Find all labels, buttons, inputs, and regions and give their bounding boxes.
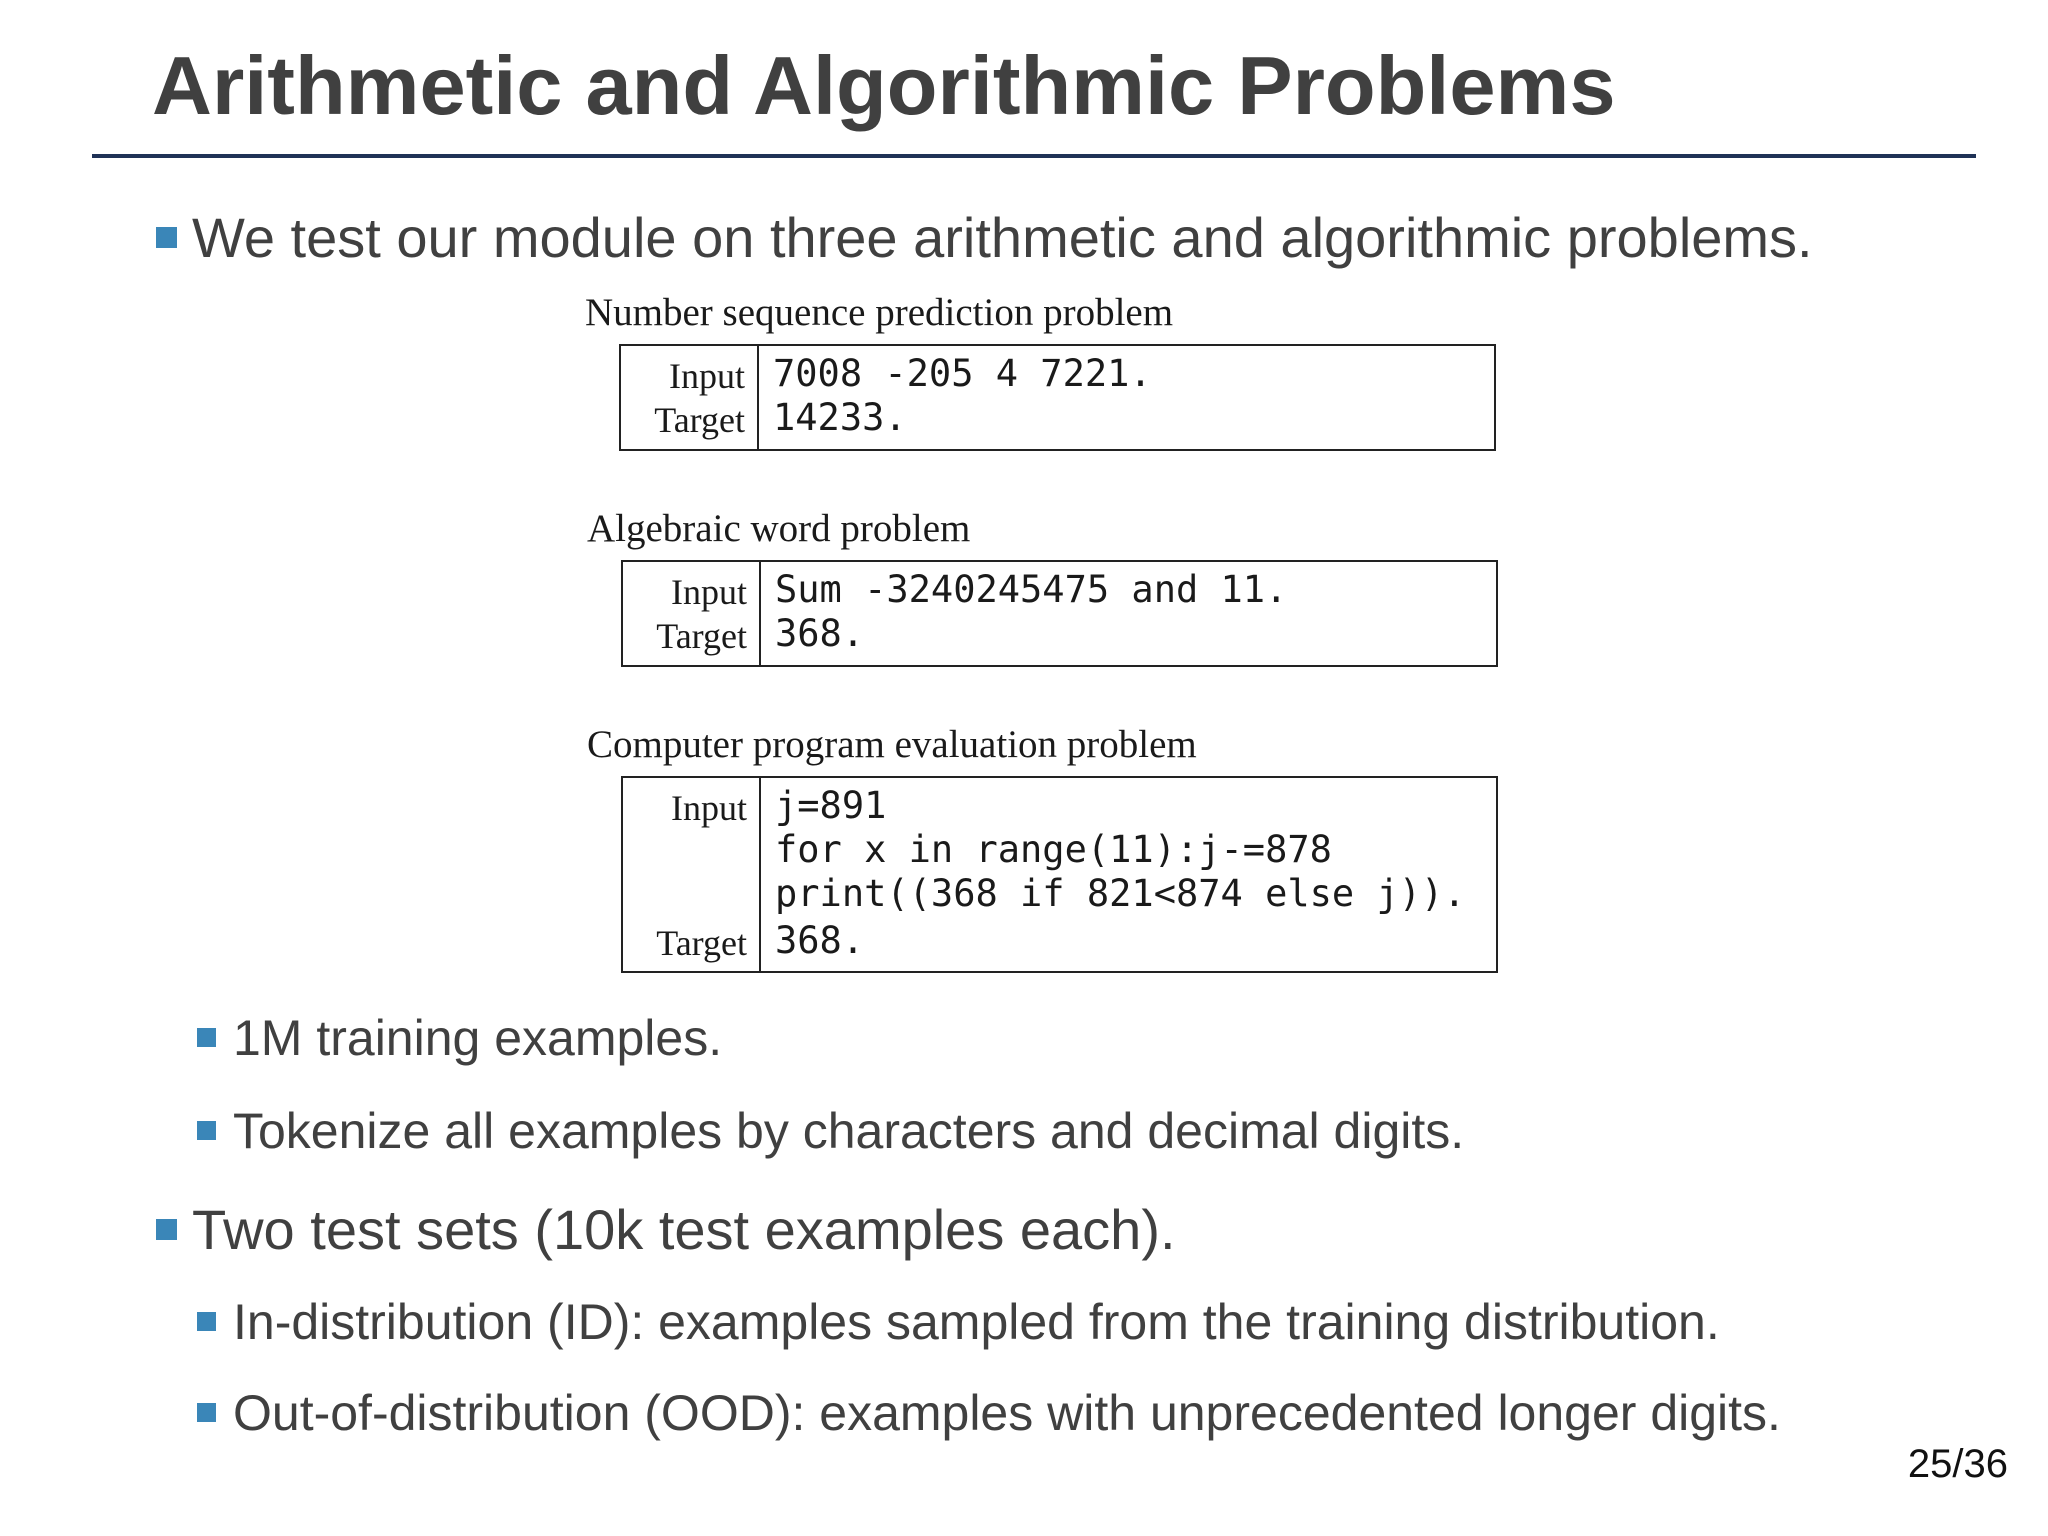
- bullet-text: 1M training examples.: [233, 1010, 723, 1066]
- code-line: j=891: [775, 784, 887, 827]
- label-column: [623, 778, 761, 971]
- bullet-text: In-distribution (ID): examples sampled from the training distribution.: [233, 1294, 1720, 1350]
- label-column: [623, 562, 761, 665]
- bullet-intro: [192, 204, 1813, 271]
- bullet-marker: [197, 1121, 216, 1140]
- example-caption: Number sequence prediction problem: [585, 291, 1174, 334]
- target-value: 368.: [775, 612, 865, 655]
- bullet-text: We test our module on three arithmetic and algorithmic problems.: [192, 206, 1813, 269]
- input-value: Sum -3240245475 and 11.: [775, 568, 1288, 611]
- slide-title: Arithmetic and Algorithmic Problems: [152, 39, 1616, 132]
- target-label: Target: [656, 923, 747, 963]
- example-box: [619, 344, 1496, 451]
- example-caption: Computer program evaluation problem: [587, 723, 1197, 766]
- bullet-marker: [156, 227, 177, 248]
- bullet-marker: [156, 1219, 177, 1240]
- label-column: [621, 346, 759, 449]
- input-label: Input: [669, 356, 745, 396]
- target-value: 14233.: [773, 396, 907, 439]
- example-caption: Algebraic word problem: [587, 507, 971, 550]
- bullet-text: Tokenize all examples by characters and decimal digits.: [233, 1103, 1465, 1159]
- bullet-training-examples: [233, 1008, 722, 1068]
- bullet-in-distribution: [233, 1292, 1720, 1352]
- bullet-test-sets: [192, 1196, 1176, 1263]
- example-box: [621, 776, 1498, 973]
- bullet-marker: [197, 1312, 216, 1331]
- example-algebraic-word: [587, 506, 1288, 656]
- bullet-out-of-distribution: [233, 1383, 1781, 1443]
- title-divider: [92, 154, 1976, 158]
- input-label: Input: [671, 572, 747, 612]
- input-label: Input: [671, 788, 747, 828]
- bullet-marker: [197, 1028, 216, 1047]
- code-line: for x in range(11):j-=878: [775, 828, 1332, 871]
- target-value: 368.: [775, 919, 865, 962]
- bullet-tokenize: [233, 1101, 1464, 1161]
- input-value: 7008 -205 4 7221.: [773, 352, 1152, 395]
- target-label: Target: [656, 616, 747, 656]
- bullet-text: Out-of-distribution (OOD): examples with unprecedented longer digits.: [233, 1385, 1781, 1441]
- example-box: [621, 560, 1498, 667]
- page-number: 25/36: [1907, 1442, 2008, 1486]
- example-program-evaluation: [587, 722, 1466, 963]
- example-number-sequence: [585, 290, 1174, 440]
- bullet-marker: [197, 1403, 216, 1422]
- target-label: Target: [654, 400, 745, 440]
- bullet-text: Two test sets (10k test examples each).: [192, 1198, 1176, 1261]
- code-line: print((368 if 821<874 else j)).: [775, 872, 1466, 915]
